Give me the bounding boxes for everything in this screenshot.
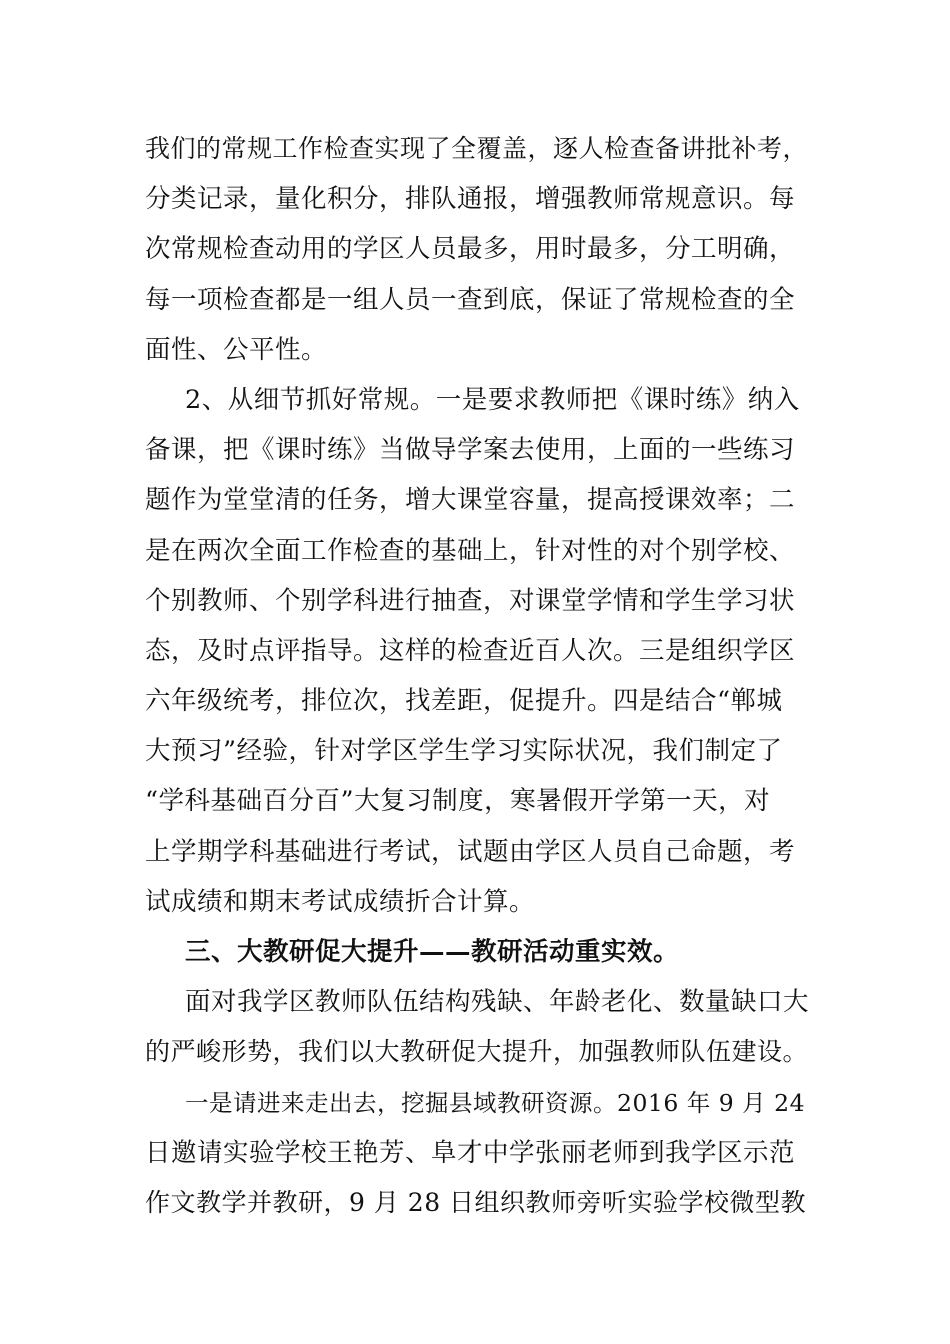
text-line: 作文教学并教研，9 月 28 日组织教师旁听实验学校微型教 — [145, 1187, 807, 1217]
text-line: 大预习”经验，针对学区学生学习实际状况，我们制定了 — [145, 736, 783, 767]
text-line: 是在两次全面工作检查的基础上，针对性的对个别学校、 — [145, 535, 796, 566]
text-line: 的严峻形势，我们以大教研促大提升，加强教师队伍建设。 — [145, 1037, 809, 1067]
paragraph-start-line: 面对我学区教师队伍结构残缺、年龄老化、数量缺口大 — [185, 987, 810, 1018]
text-line: 我们的常规工作检查实现了全覆盖，逐人检查备讲批补考， — [145, 134, 809, 163]
text-line: 次常规检查动用的学区人员最多，用时最多，分工明确， — [145, 234, 796, 265]
text-line: 面性、公平性。 — [145, 334, 328, 365]
text-line: 备课，把《课时练》当做导学案去使用，上面的一些练习 — [145, 435, 796, 466]
document-body — [145, 124, 810, 1228]
section-heading: 三、大教研促大提升——教研活动重实效。 — [185, 937, 680, 967]
paragraph-start-line: 一是请进来走出去，挖掘县域教研资源。2016 年 9 月 24 — [185, 1088, 806, 1117]
text-line: 分类记录，量化积分，排队通报，增强教师常规意识。每 — [145, 184, 796, 215]
text-line: 题作为堂堂清的任务，增大课堂容量，提高授课效率；二 — [145, 485, 796, 516]
text-line: 上学期学科基础进行考试，试题由学区人员自己命题，考 — [145, 836, 796, 867]
paragraph-start-line: 2、从细节抓好常规。一是要求教师把《课时练》纳入 — [185, 384, 800, 415]
text-line: 六年级统考，排位次，找差距，促提升。四是结合“郸城 — [145, 686, 783, 717]
text-line: 个别教师、个别学科进行抽查，对课堂学情和学生学习状 — [145, 585, 796, 616]
text-line: 态，及时点评指导。这样的检查近百人次。三是组织学区 — [145, 635, 796, 666]
text-line: 每一项检查都是一组人员一查到底，保证了常规检查的全 — [145, 284, 796, 315]
text-line: 试成绩和期末考试成绩折合计算。 — [145, 886, 536, 917]
text-line: 日邀请实验学校王艳芳、阜才中学张丽老师到我学区示范 — [145, 1137, 796, 1168]
text-line: “学科基础百分百”大复习制度，寒暑假开学第一天，对 — [145, 786, 771, 817]
